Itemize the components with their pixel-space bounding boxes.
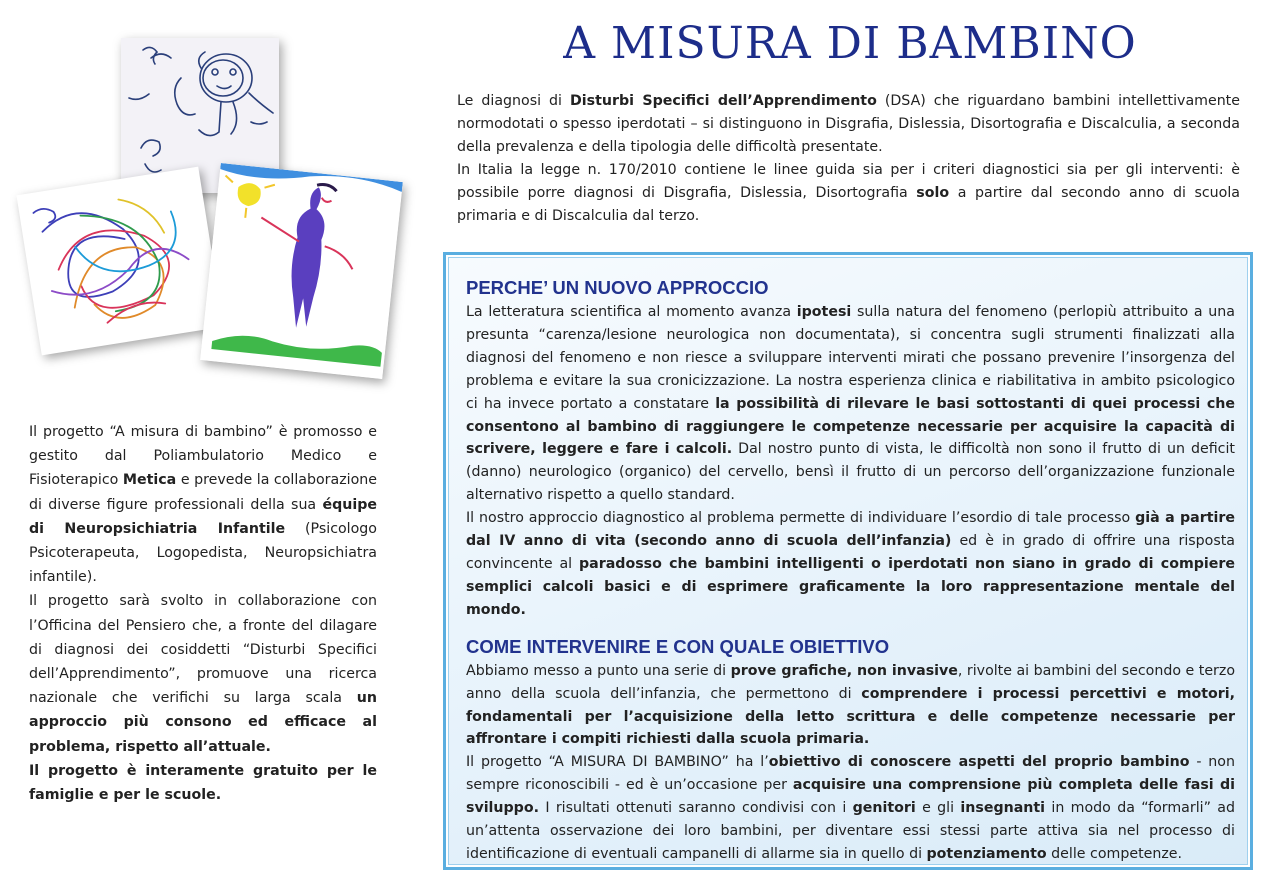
text-run: Il progetto “A misura di bambino” è promosso e gestito dal Poliambulatorio Medico e Fisioterapico	[29, 424, 377, 489]
text-run: La letteratura scientifica al momento avanza	[466, 304, 797, 320]
text-run: Il progetto sarà svolto in collaborazione con l’Officina del Pensiero che, a fronte del dilagare di diagnosi dei cosiddetti “Disturbi Specifici dell’Apprendimento”, promuove una ricerca nazionale che verifichi su larga scala	[29, 593, 377, 707]
text-run: , rivolte ai bambini del secondo e terzo anno della scuola dell’infanzia, che permettono di	[466, 662, 1236, 702]
bold-text-run: solo	[916, 185, 950, 201]
text-run: Il progetto “A MISURA DI BAMBINO” ha l’	[466, 754, 769, 771]
approach-paragraph-1	[466, 301, 1235, 507]
bold-text-run: Metica	[122, 472, 177, 489]
bold-text-run: obiettivo di conoscere aspetti del proprio bambino	[768, 754, 1190, 771]
text-run: Le diagnosi di	[457, 93, 570, 109]
section-heading-intervention: COME INTERVENIRE E CON QUALE OBIETTIVO	[466, 635, 890, 657]
intervention-paragraph-2	[466, 751, 1235, 866]
bold-text-run: Disturbi Specifici dell’Apprendimento	[569, 93, 877, 109]
project-description	[29, 420, 377, 589]
bold-text-run: già a partire dal IV anno di vita (secondo anno di scuola dell’infanzia)	[466, 510, 1235, 550]
text-run: a partire dal secondo anno di scuola primaria e di Discalculia dal terzo.	[457, 185, 1240, 224]
bold-text-run: Il progetto è interamente gratuito per le famiglie e per le scuole.	[29, 762, 377, 804]
page-title: A MISURA DI BAMBINO	[563, 18, 1137, 69]
bold-text-run: ipotesi	[796, 304, 852, 320]
text-run: Abbiamo messo a punto una serie di	[466, 662, 731, 679]
info-box	[443, 252, 1253, 870]
bold-text-run: genitori	[852, 800, 916, 817]
bold-text-run: comprendere i processi percettivi e motori, fondamentali per l’acquisizione della letto scrittura e delle competenze necessarie per affrontare i compiti richiesti dalla scuola primaria.	[466, 685, 1236, 748]
child-drawing-figure	[200, 163, 403, 379]
free-project-note	[29, 759, 377, 807]
text-run: sulla natura del fenomeno (perlopiù attribuito a una presunta “carenza/lesione neurologica non documentata), si concentra sugli strumenti finalizzati alla diagnosi del fenomeno e non riesce a sviluppare interventi mirati che possano prevenire l’insorgenza del problema e evitare la sua cronicizzazione. La nostra esperienza clinica e riabilitativa in ambito psicologico ci ha invece portato a constatare	[466, 304, 1235, 412]
left-column	[29, 420, 377, 807]
text-run: Dal nostro punto di vista, le difficoltà non sono il frutto di un deficit (danno) neurologico (organico) del cervello, bensì il frutto di un percorso dell’organizzazione funzionale alternativo rispetto a quello standard.	[466, 441, 1235, 504]
text-run: e gli	[915, 800, 961, 817]
text-run: - non sempre riconoscibili - ed è un’occasione per	[466, 754, 1235, 794]
text-run: ed è in grado di offrire una risposta convincente al	[466, 533, 1235, 572]
text-run: Il nostro approccio diagnostico al problema permette di individuare l’esordio di tale processo	[466, 510, 1136, 527]
bold-text-run: insegnanti	[960, 800, 1046, 817]
intervention-paragraph-1	[466, 660, 1235, 752]
bold-text-run: prove grafiche, non invasive	[730, 662, 958, 679]
bold-text-run: la possibilità di rilevare le basi sottostanti di quei processi che consentono al bambino di raggiungere le competenze necessarie per acquisire la capacità di scrivere, leggere e fare i calcoli.	[466, 395, 1235, 458]
bold-text-run: paradosso che bambini intelligenti o iperdotati non siano in grado di compiere semplici calcoli basici e di esprimere graficamente la loro rappresentazione mentale del mondo.	[466, 555, 1235, 618]
bold-text-run: équipe di Neuropsichiatria Infantile	[29, 496, 377, 537]
section-heading-approach: PERCHE’ UN NUOVO APPROCCIO	[466, 277, 769, 298]
approach-paragraph-2	[466, 507, 1235, 622]
intro-section	[457, 90, 1240, 228]
bold-text-run: un approccio più consono ed efficace al problema, rispetto all’attuale.	[29, 690, 377, 755]
text-run: (DSA) che riguardano bambini intellettivamente normodotati o spesso iperdotati – si distinguono in Disgrafia, Dislessia, Disortografia e Discalculia, a seconda della prevalenza e della tipologia delle difficoltà presentate.	[457, 93, 1240, 155]
text-run: In Italia la legge n. 170/2010 contiene le linee guida sia per i criteri diagnostici sia per gli interventi: è possibile porre diagnosi di Disgrafia, Dislessia, Disortografia	[457, 162, 1240, 201]
child-drawing-scribbles	[16, 167, 223, 356]
bold-text-run: potenziamento	[926, 845, 1047, 862]
text-run: (Psicologo Psicoterapeuta, Logopedista, Neuropsichiatra infantile).	[29, 520, 377, 586]
text-run: I risultati ottenuti saranno condivisi con i	[538, 800, 853, 817]
text-run: e prevede la collaborazione di diverse figure professionali della sua	[29, 472, 377, 513]
collaboration-description	[29, 589, 377, 758]
intro-paragraph-law	[457, 159, 1240, 228]
intro-paragraph-dsa	[457, 90, 1240, 159]
text-run: in modo da “formarli” ad un’attenta osservazione dei loro bambini, per diventare essi stessi parte attiva sia nel processo di identificazione di eventuali campanelli di allarme sia in quello di	[466, 800, 1235, 862]
bold-text-run: acquisire una comprensione più completa delle fasi di sviluppo.	[466, 777, 1235, 817]
text-run: delle competenze.	[1046, 845, 1183, 862]
